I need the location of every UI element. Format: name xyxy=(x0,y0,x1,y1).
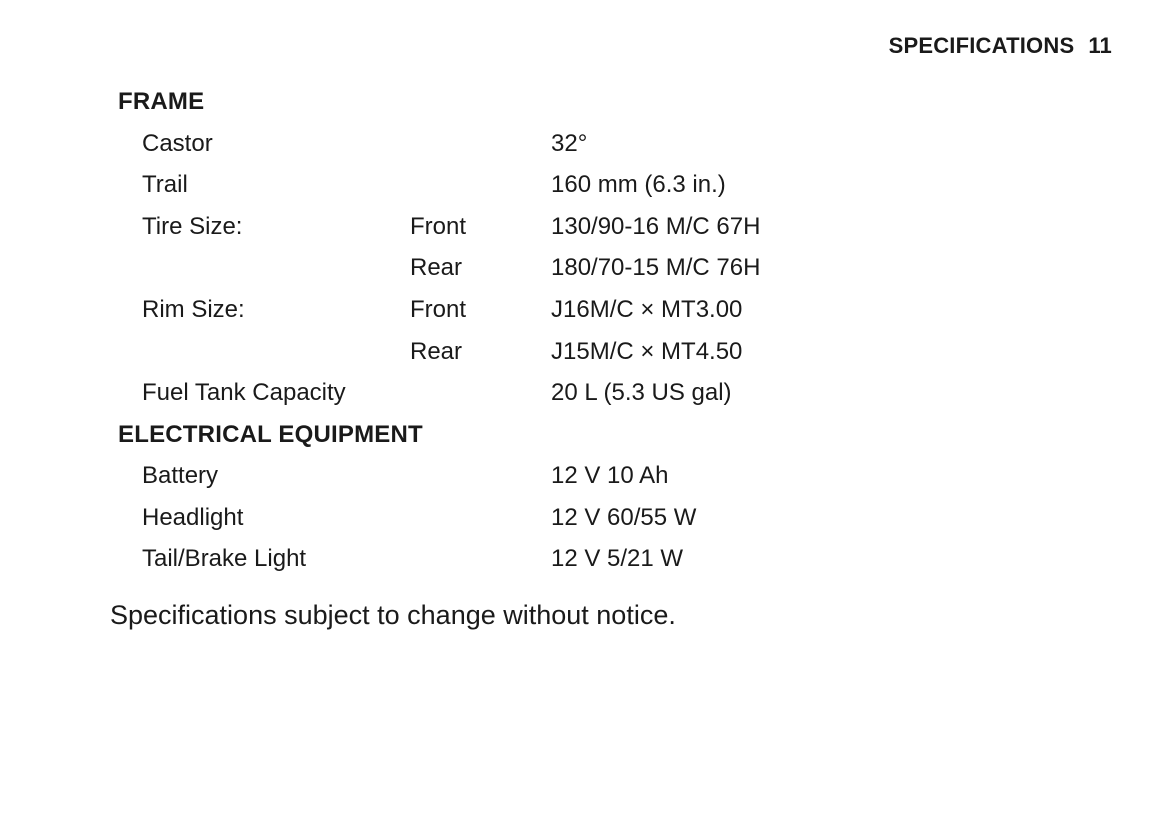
electrical-heading: ELECTRICAL EQUIPMENT xyxy=(118,421,423,448)
spec-value: 130/90-16 M/C 67H xyxy=(551,213,761,240)
spec-label: Tail/Brake Light xyxy=(142,545,307,572)
spec-label: Rim Size: xyxy=(142,296,245,323)
spec-value: 32° xyxy=(551,130,588,157)
page-header xyxy=(889,33,1112,59)
spec-row-fuel-tank xyxy=(0,379,1166,413)
spec-row-battery xyxy=(0,462,1166,496)
section-title: SPECIFICATIONS xyxy=(888,33,1075,58)
spec-row-headlight xyxy=(0,504,1166,538)
spec-value: 12 V 60/55 W xyxy=(551,504,697,531)
spec-label: Headlight xyxy=(142,504,244,531)
spec-sublabel: Front xyxy=(410,296,467,323)
spec-sublabel: Rear xyxy=(410,254,463,281)
spec-row-rim-front xyxy=(0,296,1166,330)
spec-row-rim-rear xyxy=(0,338,1166,372)
spec-row-castor xyxy=(0,130,1166,164)
spec-row-tail-brake-light xyxy=(0,545,1166,579)
spec-value: J16M/C × MT3.00 xyxy=(551,296,743,323)
spec-label: Battery xyxy=(142,462,219,489)
spec-label: Tire Size: xyxy=(142,213,243,240)
footer-note: Specifications subject to change without notice. xyxy=(110,600,676,630)
spec-value: J15M/C × MT4.50 xyxy=(551,338,743,365)
spec-sublabel: Front xyxy=(410,213,467,240)
page-number: 11 xyxy=(1088,33,1112,58)
spec-value: 20 L (5.3 US gal) xyxy=(551,379,732,406)
spec-value: 12 V 5/21 W xyxy=(551,545,684,572)
spec-row-tire-front xyxy=(0,213,1166,247)
spec-row-trail xyxy=(0,171,1166,205)
spec-label: Fuel Tank Capacity xyxy=(142,379,346,406)
spec-value: 180/70-15 M/C 76H xyxy=(551,254,761,281)
spec-row-tire-rear xyxy=(0,254,1166,288)
spec-sublabel: Rear xyxy=(410,338,463,365)
frame-heading: FRAME xyxy=(118,88,205,115)
spec-label: Trail xyxy=(142,171,188,198)
spec-value: 160 mm (6.3 in.) xyxy=(551,171,726,198)
spec-value: 12 V 10 Ah xyxy=(551,462,669,489)
spec-label: Castor xyxy=(142,130,213,157)
